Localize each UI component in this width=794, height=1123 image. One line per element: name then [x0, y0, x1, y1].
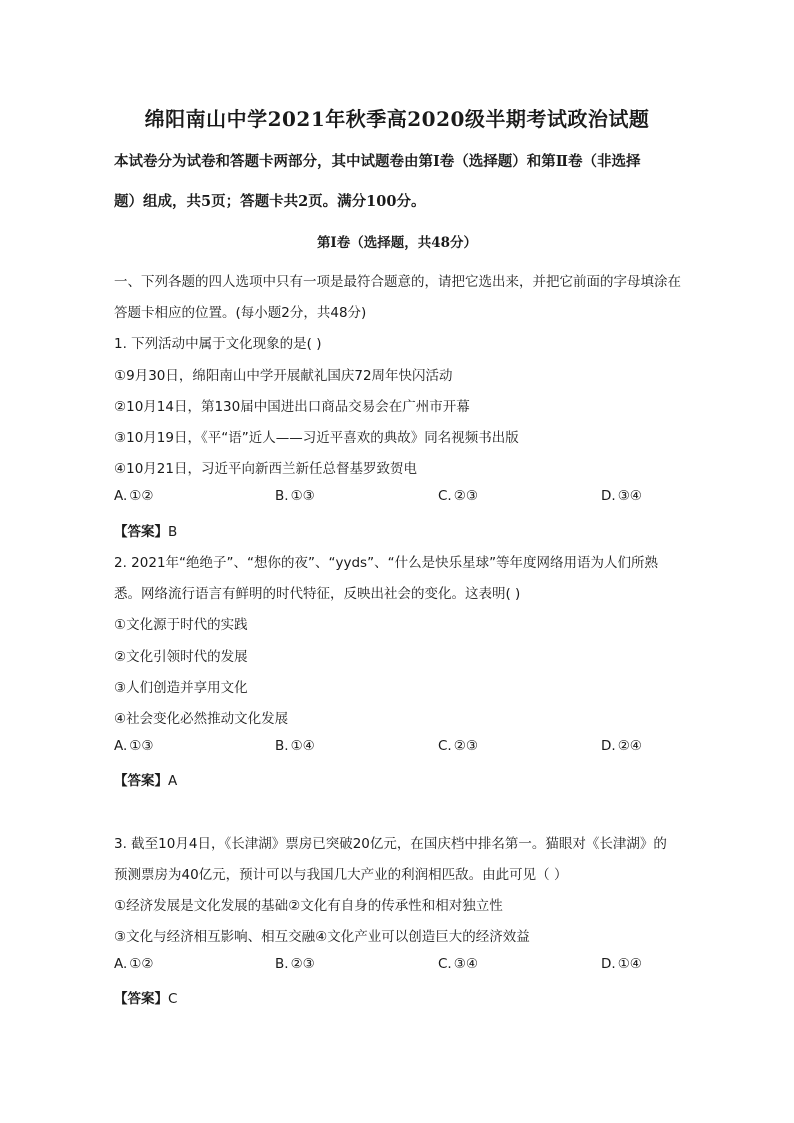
question-2-stem: 2. 2021年“绝绝子”、“想你的夜”、“yyds”、“什么是快乐星球”等年度网络用语为人们所熟 — [114, 555, 659, 571]
question-1-options — [114, 488, 674, 508]
option-letter: C. — [438, 488, 452, 504]
question-2-stem: 悉。网络流行语言有鲜明的时代特征，反映出社会的变化。这表明( ) — [114, 586, 521, 602]
question-3-answer — [114, 987, 177, 1007]
question-2-options — [114, 738, 674, 758]
option-text: ①② — [129, 956, 154, 972]
answer-tag: 【答案】 — [114, 524, 168, 540]
question-3-item: ③文化与经济相互影响、相互交融④文化产业可以创造巨大的经济效益 — [114, 929, 530, 945]
option-c — [438, 488, 478, 504]
option-letter: A. — [114, 738, 128, 754]
option-text: ①② — [129, 488, 154, 504]
intro-line-2: 题）组成，共5页；答题卡共2页。满分100分。 — [114, 193, 426, 210]
question-1-item: ③10月19日，《平“语”近人——习近平喜欢的典故》同名视频书出版 — [114, 430, 519, 446]
answer-tag: 【答案】 — [114, 773, 168, 789]
instructions-line-1: 一、下列各题的四人选项中只有一项是最符合题意的，请把它选出来，并把它前面的字母填涂在 — [114, 274, 681, 290]
option-letter: B. — [275, 738, 289, 754]
option-letter: C. — [438, 738, 452, 754]
option-text: ②③ — [453, 488, 478, 504]
option-a — [114, 488, 154, 504]
question-1-stem: 1. 下列活动中属于文化现象的是( ) — [114, 336, 322, 352]
page-title: 绵阳南山中学2021年秋季高2020级半期考试政治试题 — [144, 107, 650, 131]
question-2-item: ③人们创造并享用文化 — [114, 680, 248, 696]
option-a — [114, 956, 154, 972]
option-text: ①③ — [290, 488, 315, 504]
answer-value: C — [168, 991, 178, 1007]
question-3-stem: 预测票房为40亿元，预计可以与我国几大产业的利润相匹敌。由此可见（ ） — [114, 867, 568, 883]
question-3-options — [114, 956, 674, 976]
answer-value: B — [168, 524, 178, 540]
option-text: ②③ — [453, 738, 478, 754]
option-c — [438, 956, 478, 972]
option-d — [601, 738, 642, 754]
question-1-item: ④10月21日，习近平向新西兰新任总督基罗致贺电 — [114, 461, 417, 477]
question-2-item: ②文化引领时代的发展 — [114, 649, 248, 665]
option-letter: D. — [601, 488, 616, 504]
option-letter: A. — [114, 956, 128, 972]
option-text: ②④ — [617, 738, 642, 754]
option-b — [275, 956, 315, 972]
option-letter: C. — [438, 956, 452, 972]
option-letter: B. — [275, 956, 289, 972]
answer-value: A — [168, 773, 178, 789]
option-text: ①④ — [617, 956, 642, 972]
question-3-stem: 3. 截至10月4日，《长津湖》票房已突破20亿元，在国庆档中排名第一。猫眼对《长津湖》的 — [114, 836, 667, 852]
option-letter: B. — [275, 488, 289, 504]
question-3-item: ①经济发展是文化发展的基础②文化有自身的传承性和相对独立性 — [114, 898, 503, 914]
question-2-item: ①文化源于时代的实践 — [114, 617, 248, 633]
option-d — [601, 488, 642, 504]
option-letter: D. — [601, 738, 616, 754]
intro-line-1: 本试卷分为试卷和答题卡两部分，其中试题卷由第Ⅰ卷（选择题）和第Ⅱ卷（非选择 — [114, 153, 641, 170]
option-text: ②③ — [290, 956, 315, 972]
option-letter: D. — [601, 956, 616, 972]
instructions-line-2: 答题卡相应的位置。(每小题2分，共48分) — [114, 305, 367, 321]
question-1-answer — [114, 520, 177, 540]
question-2-item: ④社会变化必然推动文化发展 — [114, 711, 289, 727]
section-title: 第Ⅰ卷（选择题，共48分） — [316, 235, 478, 251]
question-1-item: ①9月30日，绵阳南山中学开展献礼国庆72周年快闪活动 — [114, 368, 453, 384]
option-b — [275, 738, 315, 754]
question-2-answer — [114, 769, 177, 789]
option-d — [601, 956, 642, 972]
option-letter: A. — [114, 488, 128, 504]
option-text: ①④ — [290, 738, 315, 754]
option-text: ③④ — [617, 488, 642, 504]
option-c — [438, 738, 478, 754]
answer-tag: 【答案】 — [114, 991, 168, 1007]
option-text: ③④ — [453, 956, 478, 972]
option-text: ①③ — [129, 738, 154, 754]
question-1-item: ②10月14日，第130届中国进出口商品交易会在广州市开幕 — [114, 399, 470, 415]
option-b — [275, 488, 315, 504]
option-a — [114, 738, 154, 754]
